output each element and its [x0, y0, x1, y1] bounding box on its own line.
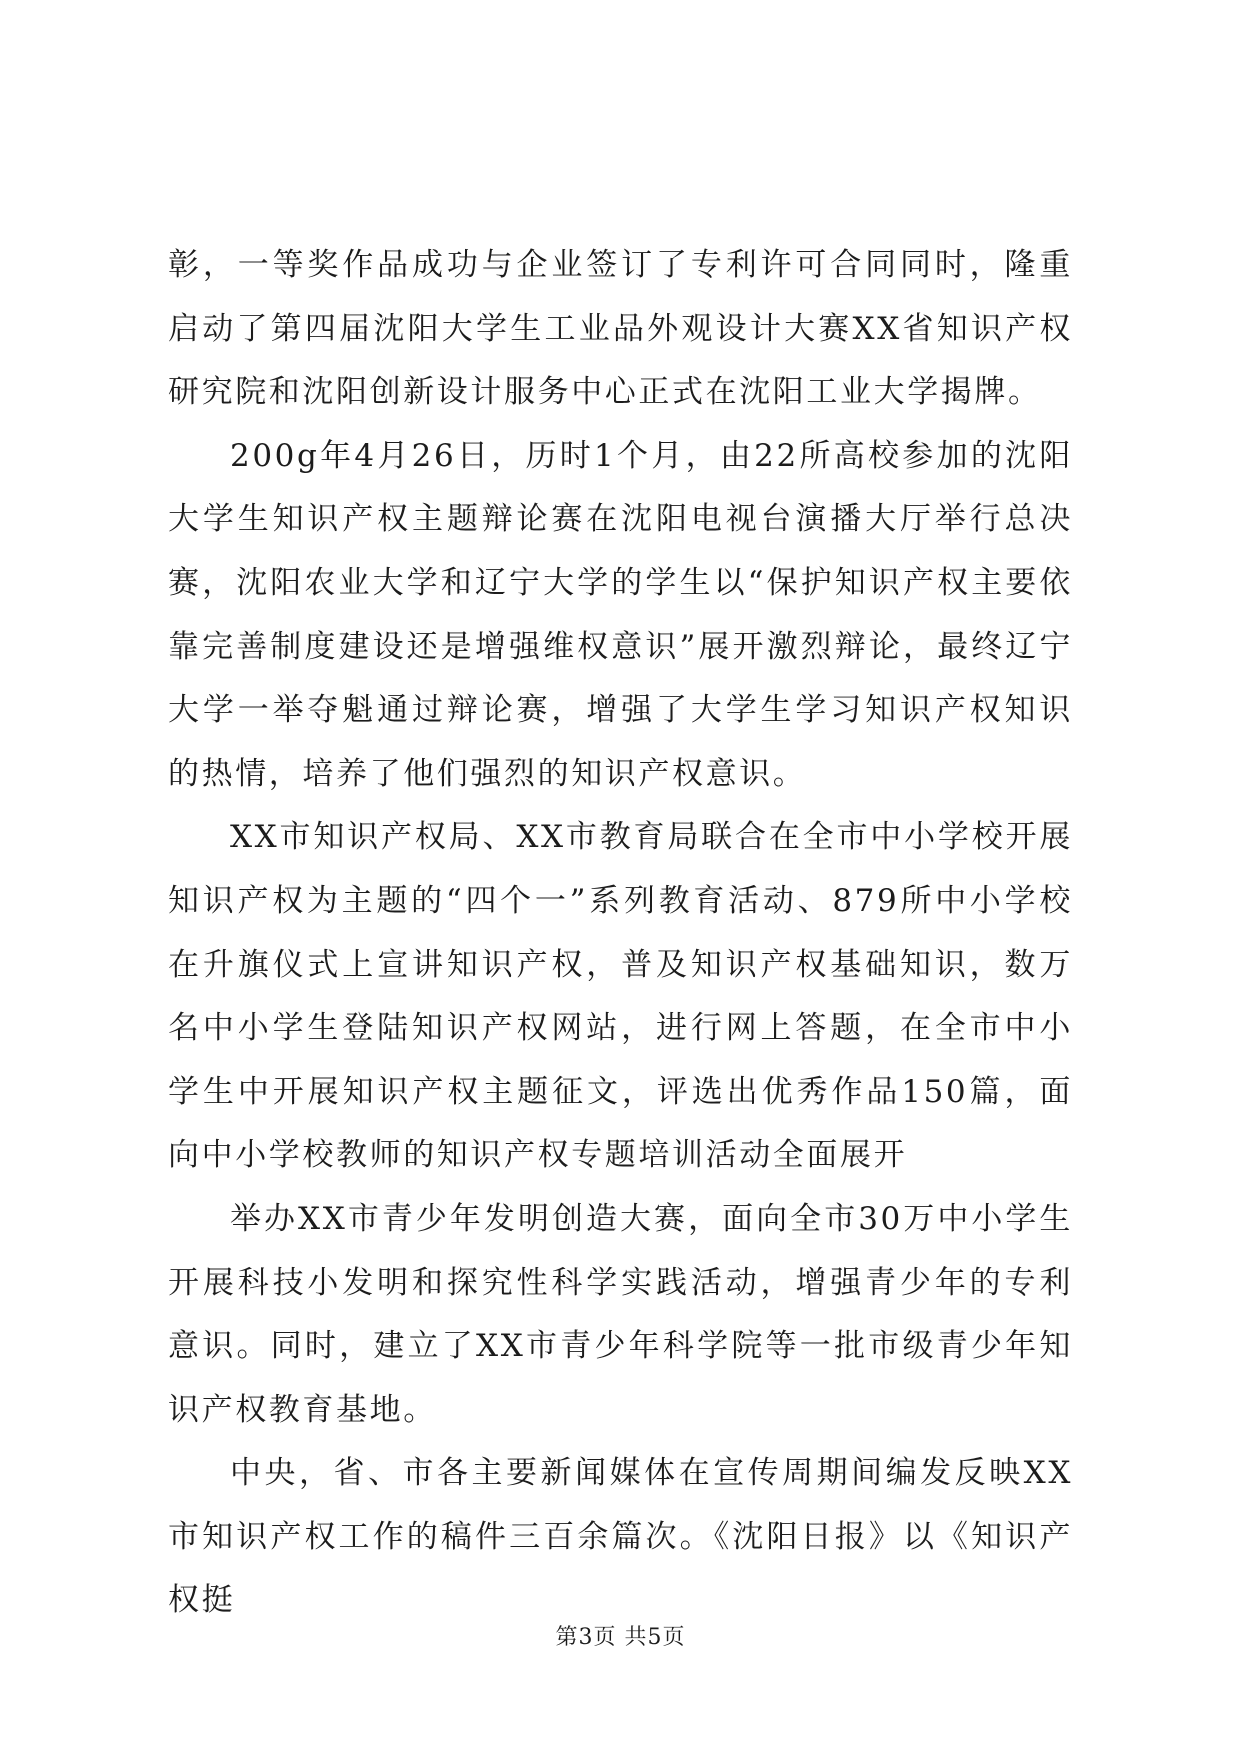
- document-body: [168, 234, 1073, 1633]
- paragraph-media-coverage: 中央，省、市各主要新闻媒体在宣传周期间编发反映XX市知识产权工作的稿件三百余篇次。《沈阳日报》以《知识产权挺: [168, 1455, 1073, 1619]
- page-number-footer: 第3页 共5页: [555, 1625, 686, 1650]
- paragraph-invention-contest: 举办XX市青少年发明创造大赛，面向全市30万中小学生开展科技小发明和探究性科学实践活动，增强青少年的专利意识。同时，建立了XX市青少年科学院等一批市级青少年知识产权教育基地。: [168, 1200, 1073, 1428]
- paragraph-debate-contest: 200g年4月26日，历时1个月，由22所高校参加的沈阳大学生知识产权主题辩论赛在沈阳电视台演播大厅举行总决赛，沈阳农业大学和辽宁大学的学生以“保护知识产权主要依靠完善制度建设还是增强维权意识”展开激烈辩论，最终辽宁大学一举夺魁通过辩论赛，增强了大学生学习知识产权知识的热情，培养了他们强烈的知识产权意识。: [168, 437, 1073, 792]
- paragraph-school-education: XX市知识产权局、XX市教育局联合在全市中小学校开展知识产权为主题的“四个一”系列教育活动、879所中小学校在升旗仪式上宣讲知识产权，普及知识产权基础知识，数万名中小学生登陆知识产权网站，进行网上答题，在全市中小学生中开展知识产权主题征文，评选出优秀作品150篇，面向中小学校教师的知识产权专题培训活动全面展开: [168, 819, 1073, 1174]
- paragraph-continuation: 彰，一等奖作品成功与企业签订了专利许可合同同时，隆重启动了第四届沈阳大学生工业品外观设计大赛XX省知识产权研究院和沈阳创新设计服务中心正式在沈阳工业大学揭牌。: [168, 247, 1073, 411]
